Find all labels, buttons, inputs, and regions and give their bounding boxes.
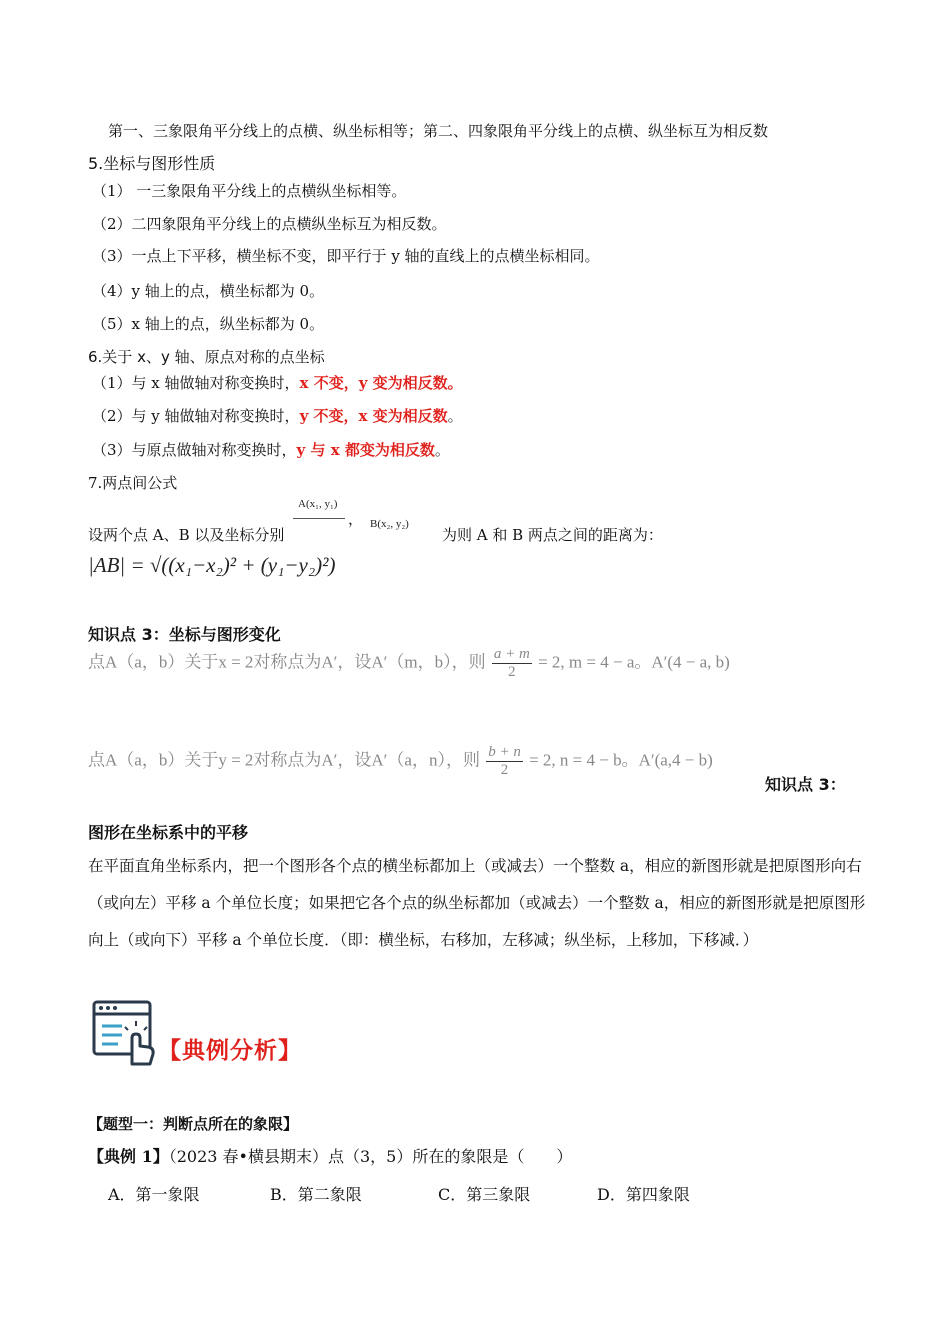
knowledge-point-3-title: 知识点 3：坐标与图形变化 — [88, 625, 281, 644]
option-c[interactable]: C．第三象限 — [438, 1185, 531, 1204]
item-prefix: （3）与原点做轴对称变换时， — [92, 441, 297, 459]
item-suffix: 。 — [434, 441, 450, 459]
fraction — [486, 744, 523, 779]
section-7-comma: ， — [348, 510, 364, 528]
section-6-title: 6.关于 x、y 轴、原点对称的点坐标 — [88, 348, 325, 366]
distance-formula: |AB| = √((x₁−x₂)² + (y₁−y₂)²) — [88, 553, 336, 577]
example-1-stem — [88, 1144, 572, 1167]
item-highlight: x 不变，y 变为相反数。 — [299, 374, 463, 392]
point-b-coordinates: B(x₂, y₂) — [370, 518, 409, 530]
section-5-item-4: （4）y 轴上的点，横坐标都为 0。 — [92, 282, 325, 300]
symmetry-line-1 — [88, 646, 730, 681]
symmetry-line-2-rest: = 2, n = 4 − b。A′(a,4 − b) — [529, 750, 713, 770]
example-analysis-banner: 【典例分析】 — [158, 1037, 302, 1064]
underline-divider — [293, 518, 345, 519]
fraction-denominator: 2 — [508, 664, 516, 680]
fraction-numerator: a + m — [493, 646, 530, 662]
item-highlight: y 不变，x 变为相反数 — [299, 407, 448, 425]
fraction-numerator: b + n — [488, 744, 521, 760]
point-a-coordinates: A(x₁, y₁) — [298, 498, 338, 510]
knowledge-point-3-trailing-label: 知识点 3： — [765, 775, 846, 794]
section-5-item-2: （2）二四象限角平分线上的点横纵坐标互为相反数。 — [92, 215, 447, 233]
option-a[interactable]: A．第一象限 — [108, 1185, 200, 1204]
symmetry-line-1-text: 点A（a，b）关于x = 2对称点为A′，设A′（m，b），则 — [88, 652, 486, 672]
example-1-label: 【典例 1】 — [88, 1147, 169, 1166]
intro-line: 第一、三象限角平分线上的点横、纵坐标相等；第二、四象限角平分线上的点横、纵坐标互为相反数 — [108, 122, 769, 140]
item-suffix: 。 — [447, 407, 463, 425]
option-b[interactable]: B．第二象限 — [270, 1185, 362, 1204]
section-5-item-1: （1） 一三象限角平分线上的点横纵坐标相等。 — [92, 182, 407, 200]
translation-paragraph: 在平面直角坐标系内，把一个图形各个点的横坐标都加上（或减去）一个整数 a，相应的新图形就是把原图形向右（或向左）平移 a 个单位长度；如果把它各个点的纵坐标都加（或减去）一个整数 a，相应的新图形就是把原图形向上（或向下）平移 a 个单位长度．（即：横坐标，右移加，左移减；纵坐标，上移加，下移减．） — [88, 857, 866, 949]
section-5-item-5: （5）x 轴上的点，纵坐标都为 0。 — [92, 315, 325, 333]
example-1-question: （2023 春•横县期末）点（3，5）所在的象限是（ ） — [168, 1147, 573, 1166]
section-5-item-3: （3）一点上下平移，横坐标不变，即平行于 y 轴的直线上的点横坐标相同。 — [92, 247, 600, 265]
option-d[interactable]: D．第四象限 — [597, 1185, 690, 1204]
section-6-item-2 — [92, 405, 463, 426]
symmetry-line-2-text: 点A（a，b）关于y = 2对称点为A′，设A′（a，n），则 — [88, 750, 480, 770]
section-6-item-3 — [92, 439, 450, 460]
section-5-title: 5.坐标与图形性质 — [88, 154, 216, 173]
item-prefix: （1）与 x 轴做轴对称变换时， — [92, 374, 300, 392]
symmetry-line-1-rest: = 2, m = 4 − a。A′(4 − a, b) — [538, 652, 730, 672]
item-highlight: y 与 x 都变为相反数 — [296, 441, 435, 459]
section-7-sentence-a: 设两个点 A、B 以及坐标分别 — [88, 526, 285, 544]
fraction-denominator: 2 — [500, 762, 509, 778]
question-type-title: 【题型一：判断点所在的象限】 — [88, 1115, 299, 1133]
symmetry-line-2 — [88, 744, 713, 779]
item-prefix: （2）与 y 轴做轴对称变换时， — [92, 407, 300, 425]
browser-click-icon — [92, 998, 156, 1066]
section-7-title: 7.两点间公式 — [88, 474, 178, 492]
section-6-item-1 — [92, 372, 463, 393]
section-7-sentence-b: 为则 A 和 B 两点之间的距离为： — [442, 526, 663, 544]
translation-title: 图形在坐标系中的平移 — [88, 823, 249, 842]
fraction — [492, 646, 532, 681]
